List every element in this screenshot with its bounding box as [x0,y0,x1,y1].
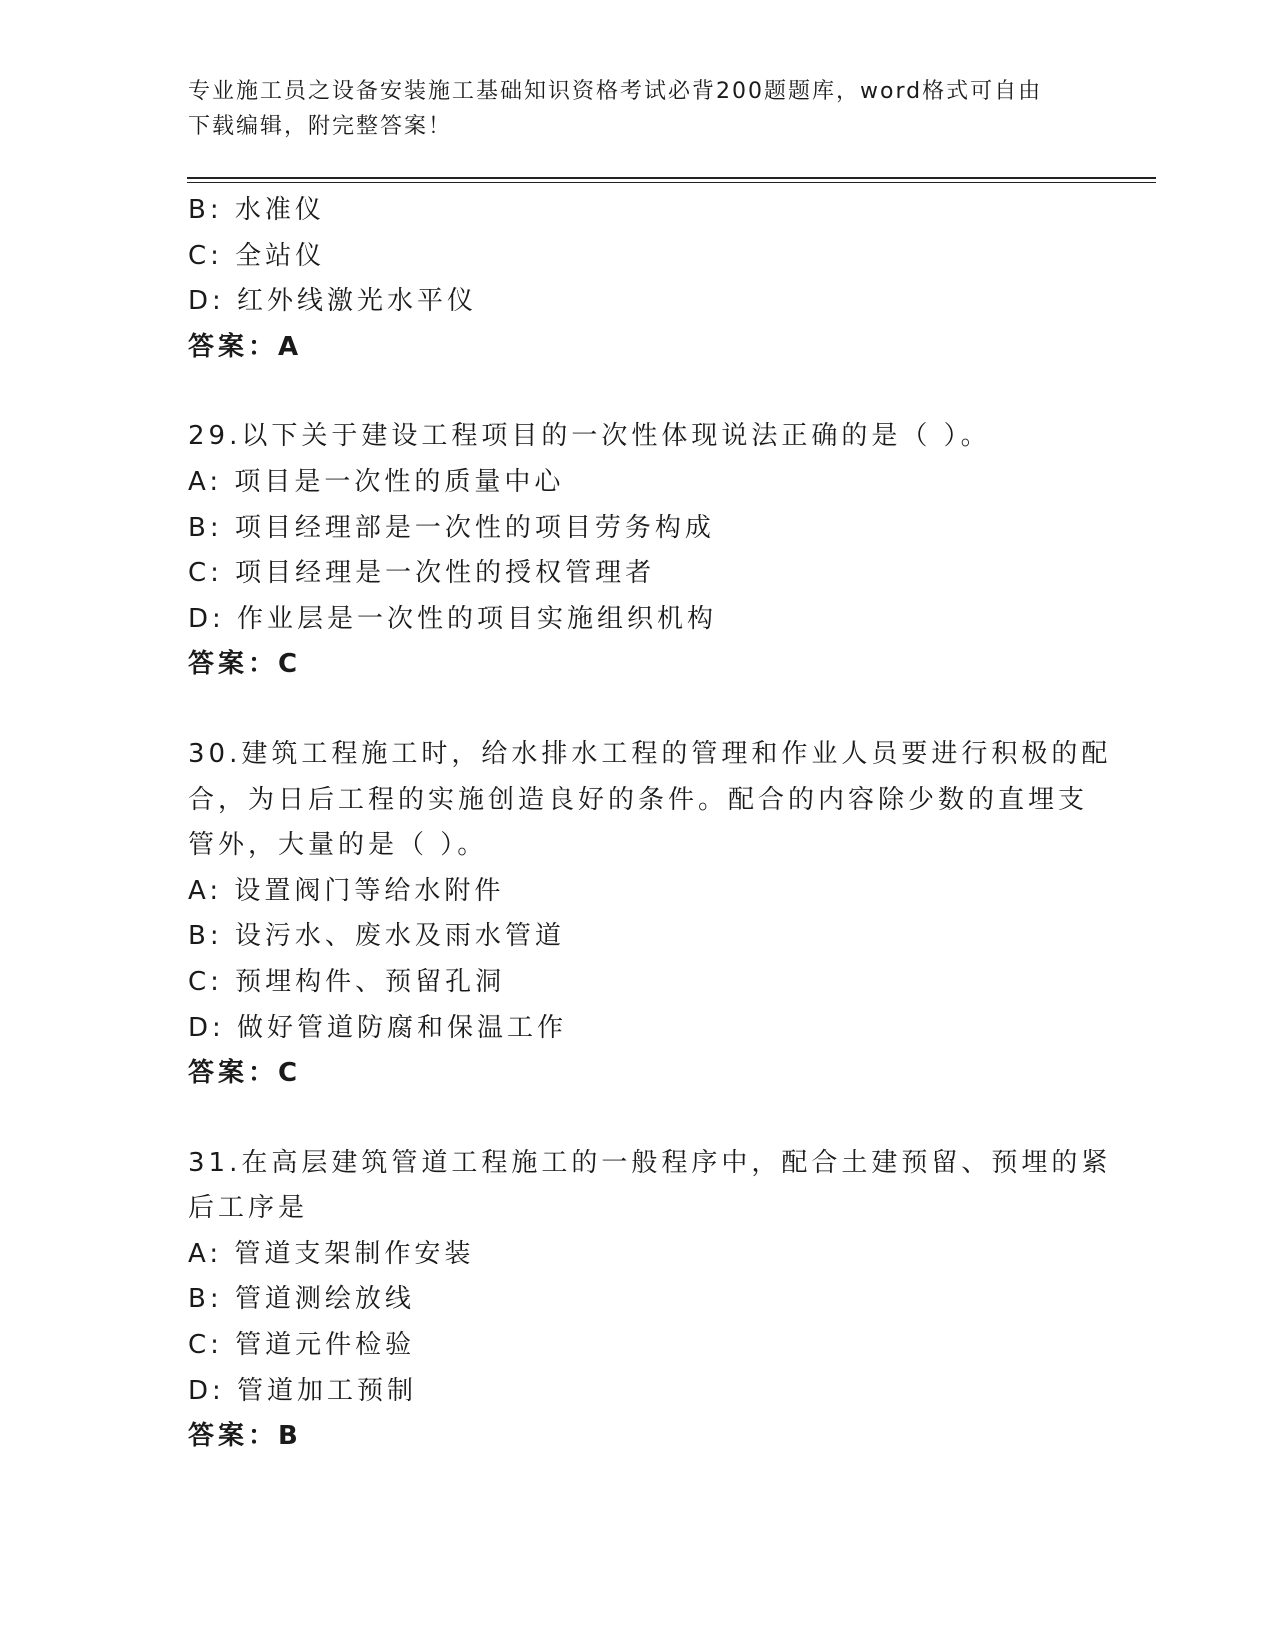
answer: 答案：C [188,1058,302,1089]
question-30 [188,732,1112,1097]
question-28 [188,188,1088,370]
option-c: C: 管道元件检验 [188,1330,416,1361]
page-header [188,74,1068,144]
option-b: B: 设污水、废水及雨水管道 [188,921,565,952]
question-list [188,188,1112,1460]
question-text: 30.建筑工程施工时，给水排水工程的管理和作业人员要进行积极的配 [188,738,1112,769]
question-text: 29.以下关于建设工程项目的一次性体现说法正确的是（ ）。 [188,421,991,452]
option-c: C: 全站仪 [188,240,326,271]
option-c: C: 项目经理是一次性的授权管理者 [188,558,656,589]
question-31 [188,1141,1112,1460]
option-d: D: 管道加工预制 [188,1375,418,1406]
answer: 答案：C [188,649,302,680]
option-a: A: 设置阀门等给水附件 [188,875,505,906]
answer: 答案：A [188,331,303,362]
option-b: B: 水准仪 [188,195,325,225]
option-d: D: 做好管道防腐和保温工作 [188,1012,568,1043]
option-a: A: 管道支架制作安装 [188,1238,475,1269]
header-line: 下载编辑，附完整答案！ [188,114,453,139]
question-text: 31.在高层建筑管道工程施工的一般程序中，配合土建预留、预埋的紧 [188,1147,1112,1178]
question-text: 后工序是 [188,1193,309,1224]
option-d: D: 红外线激光水平仪 [188,286,478,317]
question-text: 合，为日后工程的实施创造良好的条件。配合的内容除少数的直埋支 [188,784,1089,815]
header-line: 专业施工员之设备安装施工基础知识资格考试必背200题题库，word格式可自由 [188,79,1043,104]
option-c: C: 预埋构件、预留孔洞 [188,966,506,997]
option-b: B: 项目经理部是一次性的项目劳务构成 [188,512,715,543]
header-divider [187,177,1156,183]
option-d: D: 作业层是一次性的项目实施组织机构 [188,603,718,634]
question-29 [188,414,1088,688]
option-b: B: 管道测绘放线 [188,1284,415,1315]
question-text: 管外，大量的是（ ）。 [188,830,488,861]
option-a: A: 项目是一次性的质量中心 [188,466,565,497]
answer: 答案：B [188,1421,302,1452]
